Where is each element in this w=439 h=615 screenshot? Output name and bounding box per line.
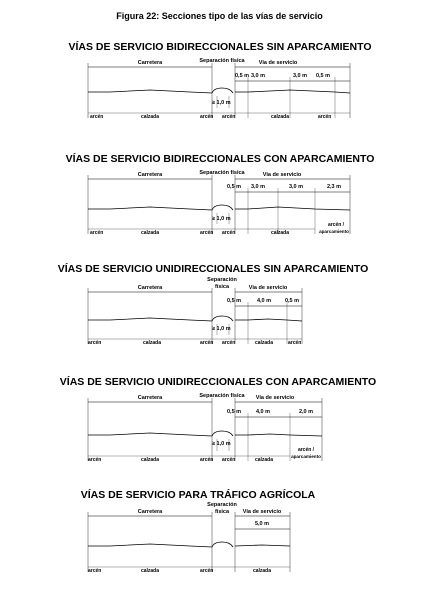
label-arcen: arcén xyxy=(200,457,214,463)
diagram-line xyxy=(212,316,233,321)
label-parking-2: aparcamiento xyxy=(291,454,321,459)
header-carretera: Carretera xyxy=(137,60,163,66)
figure-title: Figura 22: Secciones tipo de las vías de servicio xyxy=(116,11,323,21)
diagram-line xyxy=(212,542,233,547)
label-arcen: arcén xyxy=(200,568,214,574)
header-separacion: Separación física xyxy=(199,170,245,176)
label-calzada: calzada xyxy=(270,230,290,236)
section-unidireccional-con-aparcamiento xyxy=(60,375,376,463)
min-separation: ≥ 1,0 m xyxy=(212,216,231,222)
header-via-servicio: Vía de servicio xyxy=(262,172,302,178)
header-separacion-2: física xyxy=(214,509,230,515)
label-calzada: calzada xyxy=(270,114,290,120)
section-title: VÍAS DE SERVICIO BIDIRECCIONALES CON APARCAMIENTO xyxy=(65,153,375,165)
dim-aparcamiento: 2,0 m xyxy=(298,409,314,415)
diagram-line xyxy=(235,207,350,210)
dim-arcen-left: 0,5 m xyxy=(227,409,242,415)
header-via-servicio: Vía de servicio xyxy=(242,509,282,515)
label-parking-1: arcén / xyxy=(327,222,345,228)
header-carretera: Carretera xyxy=(137,172,163,178)
diagram-line xyxy=(235,90,350,93)
diagram-line xyxy=(212,88,233,93)
diagram-line xyxy=(88,433,212,436)
section-title: VÍAS DE SERVICIO PARA TRÁFICO AGRÍCOLA xyxy=(80,489,316,501)
header-separacion: Separación xyxy=(207,277,237,283)
header-separacion: Separación física xyxy=(199,58,245,64)
header-via-servicio: Vía de servicio xyxy=(258,60,298,66)
diagram-line xyxy=(88,207,212,210)
label-arcen: arcén xyxy=(88,568,102,574)
dim-calzada: 4,0 m xyxy=(255,409,271,415)
diagram-line xyxy=(212,431,233,436)
dim-calzada-1: 3,0 m xyxy=(250,184,266,190)
label-calzada: calzada xyxy=(254,340,274,346)
section-title: VÍAS DE SERVICIO UNIDIRECCIONALES CON APARCAMIENTO xyxy=(59,376,377,388)
dim-arcen-right: 0,5 m xyxy=(315,73,331,79)
label-arcen: arcén xyxy=(288,340,302,346)
label-arcen: arcén xyxy=(200,340,214,346)
header-via-servicio: Vía de servicio xyxy=(255,395,295,401)
section-trafico-agricola xyxy=(81,488,316,574)
label-calzada: calzada xyxy=(140,230,160,236)
dim-aparcamiento: 2,3 m xyxy=(326,184,342,190)
section-bidireccional-con-aparcamiento xyxy=(66,152,375,236)
label-arcen: arcén xyxy=(222,114,236,120)
label-arcen: arcén xyxy=(200,114,214,120)
label-arcen: arcén xyxy=(222,340,236,346)
dim-calzada-2: 3,0 m xyxy=(288,184,304,190)
min-separation: ≥ 1,0 m xyxy=(212,441,231,447)
label-arcen: arcén xyxy=(222,457,236,463)
label-arcen: arcén xyxy=(88,340,102,346)
diagram-line xyxy=(212,205,233,210)
label-calzada: calzada xyxy=(140,568,160,574)
label-calzada: calzada xyxy=(140,457,160,463)
dim-calzada-2: 3,0 m xyxy=(292,73,308,79)
dim-calzada-1: 3,0 m xyxy=(250,73,266,79)
label-parking-2: aparcamiento xyxy=(319,229,349,234)
header-carretera: Carretera xyxy=(137,395,163,401)
dim-arcen-right: 0,5 m xyxy=(284,298,300,304)
header-carretera: Carretera xyxy=(137,509,163,515)
dim-arcen-left: 0,5 m xyxy=(235,73,250,79)
label-parking-1: arcén / xyxy=(297,447,315,453)
dim-arcen-left: 0,5 m xyxy=(227,298,242,304)
header-separacion: Separación xyxy=(207,502,237,508)
label-arcen: arcén xyxy=(222,230,236,236)
header-separacion-2: física xyxy=(214,284,230,290)
diagram-line xyxy=(235,545,290,546)
header-carretera: Carretera xyxy=(137,285,163,291)
label-arcen: arcén xyxy=(318,114,332,120)
label-arcen: arcén xyxy=(90,114,104,120)
diagram-line xyxy=(88,318,212,321)
label-arcen: arcén xyxy=(88,457,102,463)
header-separacion: Separación física xyxy=(199,393,245,399)
dim-arcen-left: 0,5 m xyxy=(227,184,242,190)
dim-calzada: 4,0 m xyxy=(256,298,272,304)
label-calzada: calzada xyxy=(252,568,272,574)
label-calzada: calzada xyxy=(142,340,162,346)
diagram-line xyxy=(88,544,212,547)
diagram-line xyxy=(235,319,302,321)
header-via-servicio: Vía de servicio xyxy=(248,285,288,291)
section-bidireccional-sin-aparcamiento xyxy=(69,40,372,120)
diagram-line xyxy=(88,90,212,93)
label-arcen: arcén xyxy=(200,230,214,236)
min-separation: ≥ 1,0 m xyxy=(212,100,231,106)
min-separation: ≥ 1,0 m xyxy=(212,326,231,332)
section-unidireccional-sin-aparcamiento xyxy=(58,262,369,346)
section-title: VÍAS DE SERVICIO BIDIRECCIONALES SIN APARCAMIENTO xyxy=(68,41,372,53)
label-arcen: arcén xyxy=(90,230,104,236)
section-title: VÍAS DE SERVICIO UNIDIRECCIONALES SIN APARCAMIENTO xyxy=(57,263,369,275)
label-calzada: calzada xyxy=(140,114,160,120)
dim-calzada: 5,0 m xyxy=(254,521,270,527)
label-calzada: calzada xyxy=(254,457,274,463)
